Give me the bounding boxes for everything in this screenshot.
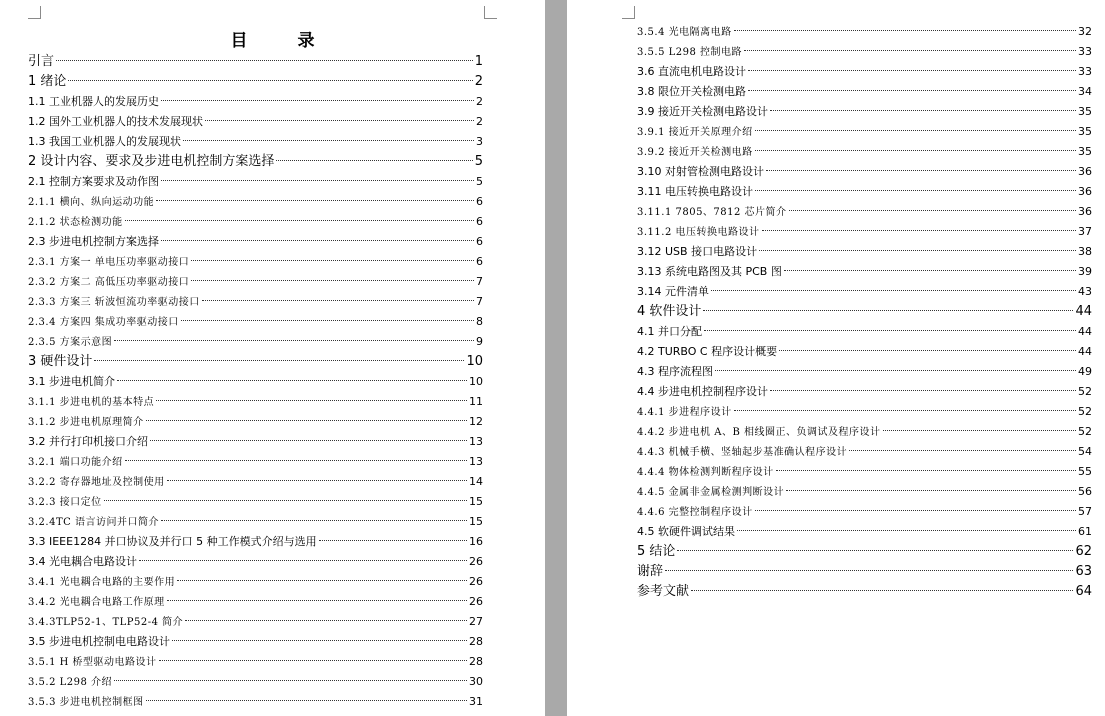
dot-leader bbox=[755, 150, 1076, 151]
dot-leader bbox=[677, 550, 1073, 551]
toc-entry-page: 36 bbox=[1078, 205, 1092, 218]
toc-entry-label: 3.4.1 光电耦合电路的主要作用 bbox=[28, 577, 176, 588]
dot-leader bbox=[156, 200, 474, 201]
toc-entry-page: 15 bbox=[469, 495, 483, 508]
toc-entry[interactable] bbox=[28, 672, 483, 692]
dot-leader bbox=[161, 180, 474, 181]
toc-entry[interactable] bbox=[637, 262, 1092, 282]
toc-entry-page: 34 bbox=[1078, 85, 1092, 98]
toc-entry-label: 3.1 步进电机简介 bbox=[28, 375, 115, 388]
toc-entry[interactable] bbox=[28, 272, 483, 292]
crop-mark-top-right bbox=[484, 6, 497, 19]
toc-entry-page: 14 bbox=[469, 475, 483, 488]
crop-mark-top-left bbox=[622, 6, 635, 19]
toc-entry[interactable] bbox=[28, 452, 483, 472]
toc-entry-page: 35 bbox=[1078, 105, 1092, 118]
toc-entry[interactable] bbox=[637, 82, 1092, 102]
dot-leader bbox=[159, 660, 467, 661]
toc-entry[interactable] bbox=[28, 152, 483, 172]
toc-entry-page: 52 bbox=[1078, 425, 1092, 438]
toc-entry[interactable] bbox=[637, 22, 1092, 42]
toc-entry-label: 引言 bbox=[28, 54, 55, 69]
dot-leader bbox=[779, 350, 1076, 351]
toc-entry-label: 3.3 IEEE1284 并口协议及并行口 5 种工作模式介绍与选用 bbox=[28, 535, 317, 548]
toc-entry[interactable] bbox=[28, 132, 483, 152]
toc-entry-page: 37 bbox=[1078, 225, 1092, 238]
dot-leader bbox=[172, 640, 467, 641]
dot-leader bbox=[167, 600, 467, 601]
toc-entry-label: 4.4.3 机械手横、竖轴起步基准确认程序设计 bbox=[637, 447, 848, 458]
toc-entry[interactable] bbox=[28, 572, 483, 592]
toc-entry[interactable] bbox=[637, 462, 1092, 482]
toc-entry-page: 16 bbox=[469, 535, 483, 548]
toc-entry-page: 10 bbox=[466, 354, 483, 369]
toc-entry-label: 2.3.3 方案三 斩波恒流功率驱动接口 bbox=[28, 297, 200, 308]
dot-leader bbox=[146, 700, 467, 701]
dot-leader bbox=[744, 50, 1076, 51]
toc-entry-label: 3.9 接近开关检测电路设计 bbox=[637, 105, 768, 118]
toc-entry[interactable] bbox=[637, 142, 1092, 162]
toc-entry[interactable] bbox=[28, 252, 483, 272]
dot-leader bbox=[150, 440, 467, 441]
toc-entry-page: 56 bbox=[1078, 485, 1092, 498]
dot-leader bbox=[56, 60, 473, 61]
toc-entry-page: 5 bbox=[476, 175, 483, 188]
dot-leader bbox=[117, 380, 467, 381]
toc-title: 目 录 bbox=[230, 31, 337, 51]
toc-entry[interactable] bbox=[28, 372, 483, 392]
dot-leader bbox=[161, 520, 467, 521]
toc-entry-page: 6 bbox=[476, 235, 483, 248]
dot-leader bbox=[755, 130, 1076, 131]
toc-entry[interactable] bbox=[28, 172, 483, 192]
toc-entry-label: 2.3.4 方案四 集成功率驱动接口 bbox=[28, 317, 179, 328]
toc-entry-page: 43 bbox=[1078, 285, 1092, 298]
toc-entry-label: 4.1 并口分配 bbox=[637, 325, 702, 338]
toc-entry-label: 4.2 TURBO C 程序设计概要 bbox=[637, 345, 778, 358]
dot-leader bbox=[784, 270, 1076, 271]
dot-leader bbox=[734, 30, 1076, 31]
dot-leader bbox=[114, 680, 467, 681]
toc-entry[interactable] bbox=[637, 42, 1092, 62]
toc-entry-label: 4.4.6 完整控制程序设计 bbox=[637, 507, 753, 518]
dot-leader bbox=[146, 420, 467, 421]
dot-leader bbox=[205, 120, 474, 121]
toc-entry[interactable] bbox=[28, 232, 483, 252]
toc-entry-label: 1 绪论 bbox=[28, 74, 67, 89]
toc-entry[interactable] bbox=[28, 392, 483, 412]
toc-entry-page: 62 bbox=[1075, 544, 1092, 559]
toc-entry-page: 32 bbox=[1078, 25, 1092, 38]
dot-leader bbox=[177, 580, 467, 581]
toc-entry-label: 5 结论 bbox=[637, 544, 676, 559]
toc-entry[interactable] bbox=[28, 592, 483, 612]
dot-leader bbox=[770, 390, 1076, 391]
crop-mark-top-left bbox=[28, 6, 41, 19]
toc-entry-label: 4.4.2 步进电机 A、B 相线圈正、负调试及程序设计 bbox=[637, 427, 881, 438]
toc-entry-page: 36 bbox=[1078, 165, 1092, 178]
toc-entry-page: 13 bbox=[469, 435, 483, 448]
toc-entry-label: 3.5.5 L298 控制电路 bbox=[637, 47, 743, 58]
dot-leader bbox=[734, 410, 1076, 411]
toc-entry[interactable] bbox=[637, 302, 1092, 322]
dot-leader bbox=[114, 340, 474, 341]
toc-entry-page: 8 bbox=[476, 315, 483, 328]
toc-entry[interactable] bbox=[28, 312, 483, 332]
toc-entry-page: 55 bbox=[1078, 465, 1092, 478]
toc-entry[interactable] bbox=[637, 162, 1092, 182]
toc-entry[interactable] bbox=[28, 92, 483, 112]
toc-entry[interactable] bbox=[28, 112, 483, 132]
toc-entry-label: 2.1.1 横向、纵向运动功能 bbox=[28, 197, 155, 208]
toc-entry[interactable] bbox=[637, 542, 1092, 562]
toc-entry-label: 3.5.4 光电隔离电路 bbox=[637, 27, 732, 38]
toc-entry-label: 2.3 步进电机控制方案选择 bbox=[28, 235, 159, 248]
dot-leader bbox=[161, 240, 474, 241]
toc-entry-page: 15 bbox=[469, 515, 483, 528]
toc-entry-page: 38 bbox=[1078, 245, 1092, 258]
toc-entry-label: 3.13 系统电路图及其 PCB 图 bbox=[637, 265, 782, 278]
toc-entry[interactable] bbox=[637, 422, 1092, 442]
toc-entry[interactable] bbox=[637, 442, 1092, 462]
toc-entry-label: 3.11.2 电压转换电路设计 bbox=[637, 227, 760, 238]
toc-entry-page: 6 bbox=[476, 255, 483, 268]
toc-entry-page: 57 bbox=[1078, 505, 1092, 518]
toc-entry-label: 2.3.2 方案二 高低压功率驱动接口 bbox=[28, 277, 190, 288]
dot-leader bbox=[766, 170, 1076, 171]
toc-entry-label: 4.4 步进电机控制程序设计 bbox=[637, 385, 768, 398]
toc-entry[interactable] bbox=[637, 482, 1092, 502]
toc-entry[interactable] bbox=[28, 412, 483, 432]
toc-entry-page: 39 bbox=[1078, 265, 1092, 278]
toc-entry-page: 9 bbox=[476, 335, 483, 348]
toc-entry-label: 4.4.4 物体检测判断程序设计 bbox=[637, 467, 774, 478]
toc-entry[interactable] bbox=[28, 692, 483, 712]
toc-entry-label: 3.9.1 接近开关原理介绍 bbox=[637, 127, 753, 138]
toc-entry-label: 3.8 限位开关检测电路 bbox=[637, 85, 746, 98]
dot-leader bbox=[755, 190, 1076, 191]
toc-entry[interactable] bbox=[637, 402, 1092, 422]
toc-entry-label: 3.2.3 接口定位 bbox=[28, 497, 102, 508]
toc-entry-page: 36 bbox=[1078, 185, 1092, 198]
toc-entry-page: 52 bbox=[1078, 405, 1092, 418]
toc-entry[interactable] bbox=[28, 292, 483, 312]
dot-leader bbox=[789, 210, 1076, 211]
dot-leader bbox=[748, 90, 1076, 91]
toc-entry-page: 11 bbox=[469, 395, 483, 408]
toc-entry-page: 7 bbox=[476, 275, 483, 288]
toc-entry-page: 26 bbox=[469, 555, 483, 568]
toc-entry[interactable] bbox=[637, 222, 1092, 242]
toc-entry-label: 3.11.1 7805、7812 芯片简介 bbox=[637, 207, 787, 218]
toc-entry[interactable] bbox=[28, 532, 483, 552]
toc-entry-page: 1 bbox=[474, 54, 483, 69]
dot-leader bbox=[776, 470, 1076, 471]
toc-entry-label: 3.10 对射管检测电路设计 bbox=[637, 165, 764, 178]
toc-entry-page: 44 bbox=[1078, 345, 1092, 358]
toc-entry[interactable] bbox=[28, 472, 483, 492]
toc-entry-label: 2 设计内容、要求及步进电机控制方案选择 bbox=[28, 154, 275, 169]
toc-entry[interactable] bbox=[28, 652, 483, 672]
dot-leader bbox=[703, 310, 1073, 311]
dot-leader bbox=[711, 290, 1076, 291]
toc-entry-label: 3.5.3 步进电机控制框图 bbox=[28, 697, 144, 708]
toc-entry-label: 3.2.1 端口功能介绍 bbox=[28, 457, 123, 468]
toc-entry[interactable] bbox=[637, 382, 1092, 402]
toc-entry[interactable] bbox=[637, 342, 1092, 362]
toc-entry-page: 2 bbox=[474, 74, 483, 89]
toc-entry-label: 3.4 光电耦合电路设计 bbox=[28, 555, 137, 568]
toc-entry-label: 3.11 电压转换电路设计 bbox=[637, 185, 753, 198]
toc-entry-label: 3.5 步进电机控制电电路设计 bbox=[28, 635, 170, 648]
toc-entry[interactable] bbox=[28, 72, 483, 92]
toc-entry-page: 27 bbox=[469, 615, 483, 628]
toc-entry-page: 44 bbox=[1078, 325, 1092, 338]
toc-entry-page: 64 bbox=[1075, 584, 1092, 599]
dot-leader bbox=[104, 500, 467, 501]
toc-entry-page: 2 bbox=[476, 115, 483, 128]
toc-entry[interactable] bbox=[28, 632, 483, 652]
toc-entry-label: 4.5 软硬件调试结果 bbox=[637, 525, 735, 538]
toc-entry[interactable] bbox=[28, 552, 483, 572]
dot-leader bbox=[185, 620, 467, 621]
dot-leader bbox=[68, 80, 472, 81]
toc-entry-page: 33 bbox=[1078, 65, 1092, 78]
toc-entry-label: 3.9.2 接近开关检测电路 bbox=[637, 147, 753, 158]
toc-entry[interactable] bbox=[637, 522, 1092, 542]
toc-entry[interactable] bbox=[637, 102, 1092, 122]
toc-entry-label: 2.1.2 状态检测功能 bbox=[28, 217, 123, 228]
toc-entry-label: 2.1 控制方案要求及动作图 bbox=[28, 175, 159, 188]
dot-leader bbox=[191, 260, 474, 261]
toc-entry-page: 52 bbox=[1078, 385, 1092, 398]
toc-entry-page: 63 bbox=[1075, 564, 1092, 579]
toc-entry-label: 3.2 并行打印机接口介绍 bbox=[28, 435, 148, 448]
toc-entry[interactable] bbox=[28, 332, 483, 352]
dot-leader bbox=[167, 480, 467, 481]
toc-entry-page: 5 bbox=[474, 154, 483, 169]
toc-entry-label: 4.4.1 步进程序设计 bbox=[637, 407, 732, 418]
toc-entry[interactable] bbox=[637, 322, 1092, 342]
toc-entry-label: 2.3.5 方案示意图 bbox=[28, 337, 113, 348]
dot-leader bbox=[181, 320, 474, 321]
dot-leader bbox=[125, 460, 467, 461]
toc-entry-label: 参考文献 bbox=[637, 584, 690, 599]
toc-entry-page: 13 bbox=[469, 455, 483, 468]
toc-entry-page: 12 bbox=[469, 415, 483, 428]
toc-entry-label: 4.3 程序流程图 bbox=[637, 365, 713, 378]
toc-entry-page: 2 bbox=[476, 95, 483, 108]
toc-entry-label: 1.3 我国工业机器人的发展现状 bbox=[28, 135, 181, 148]
dot-leader bbox=[161, 100, 474, 101]
document-page-left bbox=[0, 0, 545, 716]
toc-entry[interactable] bbox=[637, 122, 1092, 142]
dot-leader bbox=[759, 250, 1076, 251]
dot-leader bbox=[737, 530, 1076, 531]
toc-entry-label: 2.3.1 方案一 单电压功率驱动接口 bbox=[28, 257, 190, 268]
toc-entry[interactable] bbox=[637, 182, 1092, 202]
toc-entry[interactable] bbox=[28, 192, 483, 212]
toc-entry-label: 谢辞 bbox=[637, 564, 664, 579]
toc-entry-page: 49 bbox=[1078, 365, 1092, 378]
toc-entry-label: 3.4.3TLP52-1、TLP52-4 简介 bbox=[28, 617, 184, 628]
dot-leader bbox=[770, 110, 1076, 111]
toc-entry-page: 33 bbox=[1078, 45, 1092, 58]
toc-entry-page: 3 bbox=[476, 135, 483, 148]
dot-leader bbox=[183, 140, 474, 141]
toc-entry[interactable] bbox=[28, 492, 483, 512]
toc-entry-label: 3.12 USB 接口电路设计 bbox=[637, 245, 758, 258]
toc-entry[interactable] bbox=[637, 282, 1092, 302]
toc-entry-label: 4 软件设计 bbox=[637, 304, 702, 319]
toc-entry-label: 1.1 工业机器人的发展历史 bbox=[28, 95, 159, 108]
toc-entry-page: 35 bbox=[1078, 125, 1092, 138]
toc-entry-page: 28 bbox=[469, 635, 483, 648]
toc-entry-label: 4.4.5 金属非金属检测判断设计 bbox=[637, 487, 785, 498]
toc-entry-label: 3.5.1 H 桥型驱动电路设计 bbox=[28, 657, 157, 668]
toc-entry[interactable] bbox=[28, 512, 483, 532]
toc-entry[interactable] bbox=[637, 502, 1092, 522]
toc-entry-page: 35 bbox=[1078, 145, 1092, 158]
document-page-right bbox=[567, 0, 1105, 716]
toc-entry[interactable] bbox=[637, 202, 1092, 222]
toc-entry-label: 3.14 元件清单 bbox=[637, 285, 709, 298]
dot-leader bbox=[156, 400, 467, 401]
dot-leader bbox=[748, 70, 1076, 71]
toc-entry[interactable] bbox=[28, 612, 483, 632]
dot-leader bbox=[883, 430, 1076, 431]
toc-entry-page: 6 bbox=[476, 195, 483, 208]
toc-entry[interactable] bbox=[637, 62, 1092, 82]
dot-leader bbox=[319, 540, 467, 541]
toc-entry[interactable] bbox=[28, 352, 483, 372]
toc-entry[interactable] bbox=[28, 212, 483, 232]
dot-leader bbox=[191, 280, 474, 281]
toc-entry-label: 3.2.2 寄存器地址及控制使用 bbox=[28, 477, 165, 488]
toc-entry-label: 3.1.2 步进电机原理简介 bbox=[28, 417, 144, 428]
dot-leader bbox=[202, 300, 474, 301]
toc-entry-label: 3.2.4TC 语言访问并口简介 bbox=[28, 517, 159, 528]
toc-entry-label: 3.6 直流电机电路设计 bbox=[637, 65, 746, 78]
dot-leader bbox=[755, 510, 1076, 511]
toc-entry[interactable] bbox=[637, 242, 1092, 262]
dot-leader bbox=[704, 330, 1076, 331]
toc-entry-page: 26 bbox=[469, 595, 483, 608]
toc-entry-page: 6 bbox=[476, 215, 483, 228]
toc-entry-page: 31 bbox=[469, 695, 483, 708]
toc-entry-page: 30 bbox=[469, 675, 483, 688]
toc-entry[interactable] bbox=[28, 432, 483, 452]
toc-entry-page: 44 bbox=[1075, 304, 1092, 319]
toc-entry[interactable] bbox=[637, 362, 1092, 382]
dot-leader bbox=[665, 570, 1073, 571]
toc-entry[interactable] bbox=[637, 582, 1092, 602]
dot-leader bbox=[762, 230, 1077, 231]
toc-entry-page: 54 bbox=[1078, 445, 1092, 458]
toc-entry-label: 1.2 国外工业机器人的技术发展现状 bbox=[28, 115, 203, 128]
toc-entry[interactable] bbox=[28, 52, 483, 72]
dot-leader bbox=[691, 590, 1073, 591]
dot-leader bbox=[139, 560, 467, 561]
toc-entry-page: 10 bbox=[469, 375, 483, 388]
dot-leader bbox=[849, 450, 1076, 451]
toc-entry-page: 61 bbox=[1078, 525, 1092, 538]
toc-entry-label: 3 硬件设计 bbox=[28, 354, 93, 369]
toc-entry-label: 3.4.2 光电耦合电路工作原理 bbox=[28, 597, 165, 608]
toc-entry-page: 7 bbox=[476, 295, 483, 308]
toc-entry[interactable] bbox=[637, 562, 1092, 582]
dot-leader bbox=[94, 360, 464, 361]
toc-entry-page: 26 bbox=[469, 575, 483, 588]
dot-leader bbox=[125, 220, 474, 221]
toc-entry-label: 3.5.2 L298 介绍 bbox=[28, 677, 113, 688]
dot-leader bbox=[786, 490, 1076, 491]
dot-leader bbox=[276, 160, 472, 161]
dot-leader bbox=[715, 370, 1076, 371]
toc-entry-label: 3.1.1 步进电机的基本特点 bbox=[28, 397, 155, 408]
toc-entry-page: 28 bbox=[469, 655, 483, 668]
